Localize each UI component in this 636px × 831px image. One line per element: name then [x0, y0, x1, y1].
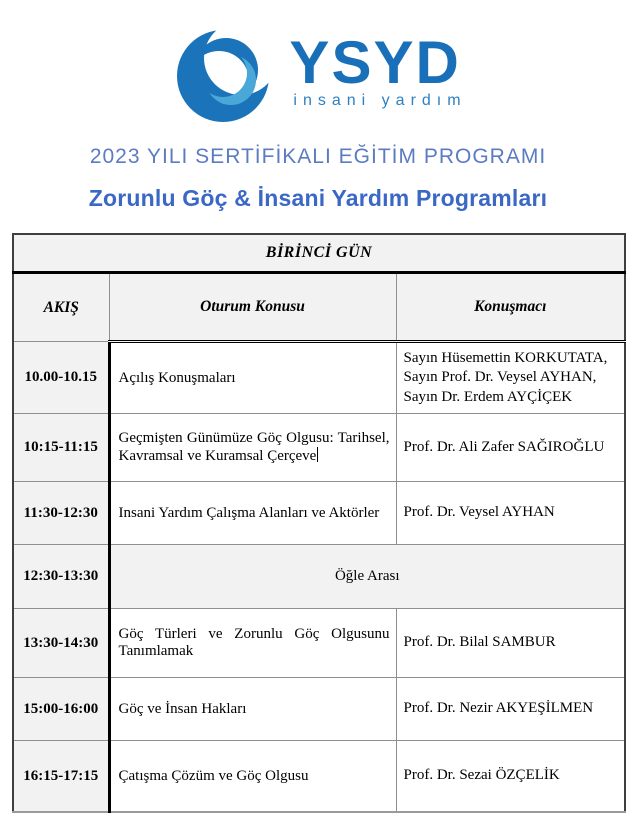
program-title: 2023 YILI SERTİFİKALI EĞİTİM PROGRAMI: [89, 145, 547, 168]
column-header-konusmaci: Konuşmacı: [396, 273, 625, 342]
topic-text: Geçmişten Günümüze Göç Olgusu: Tarihsel, Kavramsal ve Kuramsal Çerçeve: [118, 430, 390, 464]
speaker-cell: Prof. Dr. Sezai ÖZÇELİK: [396, 741, 625, 813]
topic-cell: Göç ve İnsan Hakları: [109, 678, 396, 741]
speaker-cell: Prof. Dr. Nezir AKYEŞİLMEN: [396, 678, 625, 741]
logo-brand-text: YSYD: [289, 29, 461, 96]
speaker-cell: Prof. Dr. Ali Zafer SAĞIROĞLU: [396, 414, 625, 482]
time-cell: 15:00-16:00: [13, 678, 109, 741]
logo-tagline-text: insani yardım: [293, 92, 467, 109]
topic-cell: Göç Türleri ve Zorunlu Göç Olgusunu Tanımlamak: [109, 609, 396, 678]
speaker-line: Sayın Prof. Dr. Veysel AYHAN,: [403, 369, 597, 386]
lunch-break-row: [13, 545, 625, 609]
speaker-cell: [396, 342, 625, 414]
speaker-cell: Prof. Dr. Bilal SAMBUR: [396, 609, 625, 678]
topic-cell: Insani Yardım Çalışma Alanları ve Aktörler: [109, 482, 396, 545]
topic-cell: [109, 414, 396, 482]
lunch-break-cell: Öğle Arası: [109, 545, 625, 609]
speaker-line: Sayın Hüsemettin KORKUTATA,: [403, 350, 608, 367]
table-row: [13, 414, 625, 482]
speaker-line: Sayın Dr. Erdem AYÇİÇEK: [403, 388, 573, 405]
table-row: [13, 342, 625, 414]
logo-text-block: [289, 26, 466, 110]
day-header-row: [13, 234, 625, 273]
column-header-akis: AKIŞ: [13, 273, 109, 342]
column-header-oturum-konusu: Oturum Konusu: [109, 273, 396, 342]
ysyd-swirl-icon: [169, 26, 281, 123]
day-header-cell: BİRİNCİ GÜN: [13, 234, 625, 273]
time-cell: 13:30-14:30: [13, 609, 109, 678]
time-cell: 11:30-12:30: [13, 482, 109, 545]
column-header-row: [13, 273, 625, 342]
topic-cell: Açılış Konuşmaları: [109, 342, 396, 414]
schedule-table: [12, 233, 626, 813]
table-row: [13, 609, 625, 678]
time-cell: 10:15-11:15: [13, 414, 109, 482]
table-row: [13, 678, 625, 741]
speaker-cell: Prof. Dr. Veysel AYHAN: [396, 482, 625, 545]
text-cursor: [317, 447, 319, 462]
time-cell: 16:15-17:15: [13, 741, 109, 813]
ysyd-logo: [0, 0, 636, 123]
program-subtitle: Zorunlu Göç & İnsani Yardım Programları: [88, 185, 548, 211]
time-cell: 10.00-10.15: [13, 342, 109, 414]
time-cell: 12:30-13:30: [13, 545, 109, 609]
table-row: [13, 741, 625, 813]
topic-cell: Çatışma Çözüm ve Göç Olgusu: [109, 741, 396, 813]
table-row: [13, 482, 625, 545]
